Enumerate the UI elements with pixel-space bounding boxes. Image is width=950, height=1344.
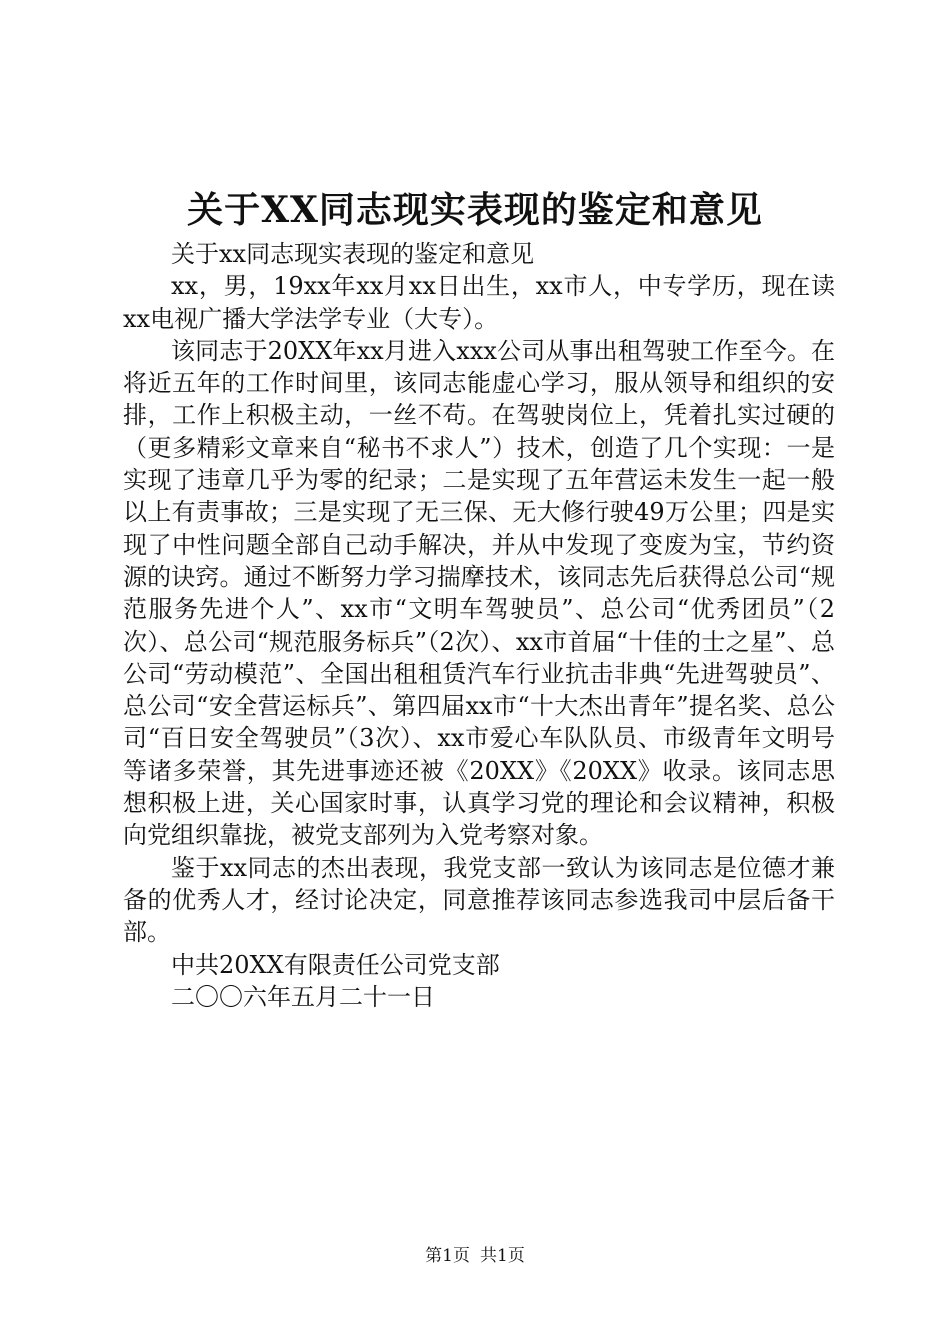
- paragraph-work-record: 该同志于20XX年xx月进入xxx公司从事出租驾驶工作至今。在将近五年的工作时间里，该同志能虚心学习，服从领导和组织的安排，工作上积极主动，一丝不苟。在驾驶岗位上，凭着扎实过硬的（更多精彩文章来自“秘书不求人”）技术，创造了几个实现：一是实现了违章几乎为零的纪录；二是实现了五年营运未发生一起一般以上有责事故；三是实现了无三保、无大修行驶49万公里；四是实现了中性问题全部自己动手解决，并从中发现了变废为宝，节约资源的诀窍。通过不断努力学习揣摩技术，该同志先后获得总公司“规范服务先进个人”、xx市“文明车驾驶员”、总公司“优秀团员”（2次）、总公司“规范服务标兵”（2次）、xx市首届“十佳的士之星”、总公司“劳动模范”、全国出租租赁汽车行业抗击非典“先进驾驶员”、总公司“安全营运标兵”、第四届xx市“十大杰出青年”提名奖、总公司“百日安全驾驶员”（3次）、xx市爱心车队队员、市级青年文明号等诸多荣誉，其先进事迹还被《20XX》《20XX》收录。该同志思想积极上进，关心国家时事，认真学习党的理论和会议精神，积极向党组织靠拢，被党支部列为入党考察对象。: [123, 336, 835, 850]
- signature-date: 二〇〇六年五月二十一日: [171, 982, 435, 1011]
- document-title: 关于XX同志现实表现的鉴定和意见: [187, 189, 763, 231]
- paragraph-heading-repeat: 关于xx同志现实表现的鉴定和意见: [171, 240, 535, 268]
- page-number-total: 共1页: [480, 1246, 525, 1266]
- page-number-current: 第1页: [425, 1246, 470, 1266]
- paragraph-recommendation: 鉴于xx同志的杰出表现，我党支部一致认为该同志是位德才兼备的优秀人才，经讨论决定，同意推荐该同志参选我司中层后备干部。: [123, 853, 835, 947]
- page-footer: [0, 1244, 950, 1268]
- signature-organization: 中共20XX有限责任公司党支部: [171, 950, 500, 979]
- document-body: [123, 238, 835, 1013]
- paragraph-personal-info: xx，男，19xx年xx月xx日出生，xx市人，中专学历，现在读xx电视广播大学法学专业（大专）。: [123, 272, 835, 333]
